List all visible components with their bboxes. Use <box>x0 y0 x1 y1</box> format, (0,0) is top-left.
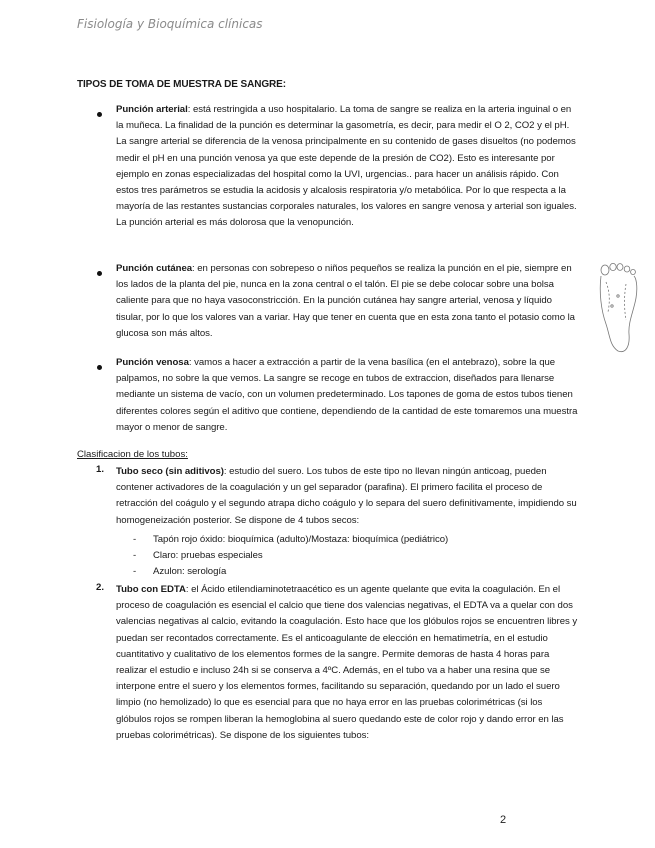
list-item-text: Azulon: serología <box>153 566 227 578</box>
page-number: 2 <box>500 814 507 826</box>
bullet-text: : vamos a hacer a extracción a partir de la vena basílica (en el antebrazo), sobre la que palpamos, no sobre la que vemos. La sangre se recoge en tubos de extraccion, diseñados para llenarse mediante un sistema de vacío, con un volumen predeterminado. Los tapones de goma de estos tubos tienen diferentes colores según el aditivo que contiene, dependiendo de la cantidad de este tomaremos una muestra mayor o menor de sangre. <box>116 357 578 433</box>
item-text: : estudio del suero. Los tubos de este tipo no llevan ningún anticoag, pueden contener activadores de la coagulación y un gel separador (parafina). El primero facilita el proceso de retracción del coágulo y el segundo atrapa dicho coágulo y lo separa del suero definitivamente, impidiendo su homogeneización posterior. Se dispone de 4 tubos secos: <box>116 466 577 526</box>
list-item <box>133 564 533 580</box>
item-term: Tubo seco (sin aditivos) <box>116 466 224 477</box>
bullet-puncion-cutanea <box>116 261 579 342</box>
list-item <box>133 532 533 548</box>
bullet-term: Punción venosa <box>116 357 189 368</box>
list-item-text: Claro: pruebas especiales <box>153 550 263 562</box>
tubos-secos-list <box>133 532 533 581</box>
dash-marker: - <box>133 534 137 545</box>
list-item-text: Tapón rojo óxido: bioquímica (adulto)/Mostaza: bioquímica (pediátrico) <box>153 534 449 545</box>
bullet-dot <box>97 112 102 117</box>
bullet-dot <box>97 365 102 370</box>
tubo-edta-item <box>116 582 579 744</box>
subsection-title: Clasificacion de los tubos: <box>77 449 188 460</box>
bullet-puncion-arterial <box>116 102 579 232</box>
item-term: Tubo con EDTA <box>116 584 186 595</box>
list-number: 2. <box>96 582 105 593</box>
bullet-term: Punción arterial <box>116 104 188 115</box>
item-text: : el Ácido etilendiaminotetraacético es un agente quelante que evita la coagulación. En el proceso de coagulación es esencial el calcio que tiene dos valencias negativas, el EDTA va a quelar con dos valencias negativas al calcio, evitando la coagulación. Esto hace que los glóbulos rojos se encuentren libres y puedan ser recontados correctamente. Es el anticoagulante de elección en hematimetría, en el estudio cuantitativo y cualitativo de los elementos formes de la sangre. Permite demoras de hasta 4 horas para realizar el estudio e incluso 24h si se conserva a 4ºC. Además, en el tubo va a haber una resina que se interpone entre el suero y los elementos formes, facilitando su separación, quedando por un lado el suero limpio (no hemolizado) lo que es esencial para que no haya error en las pruebas colorimétricas (si los glóbulos rojos se rompen liberan la hemoglobina al suero quedando este de color rojo y dando error en las pruebas colorimétricas). Se dispone de los siguientes tubos: <box>116 584 578 741</box>
running-header: Fisiología y Bioquímica clínicas <box>77 17 263 31</box>
bullet-puncion-venosa <box>116 355 579 436</box>
foot-sketch-image <box>598 262 640 354</box>
tubo-seco-item <box>116 464 579 529</box>
bullet-text: : en personas con sobrepeso o niños pequeños se realiza la punción en el pie, siempre en los lados de la planta del pie, nunca en la zona central o el talón. El pie se debe colocar sobre una bolsa caliente para que no haya vasoconstricción. En la punción cutánea hay sangre arterial, venosa y líquido tisular, por lo que los valores van a variar. Hay que tener en cuenta que en esta zona tanto el potasio como la glucosa son más altos. <box>116 263 575 339</box>
list-item <box>133 548 533 564</box>
list-number: 1. <box>96 464 105 475</box>
dash-marker: - <box>133 566 137 578</box>
bullet-dot <box>97 271 102 276</box>
bullet-term: Punción cutánea <box>116 263 193 274</box>
dash-marker: - <box>133 550 137 562</box>
section-title: TIPOS DE TOMA DE MUESTRA DE SANGRE: <box>77 79 286 90</box>
bullet-text: : está restringida a uso hospitalario. La toma de sangre se realiza en la arteria inguinal o en la muñeca. La finalidad de la punción es determinar la gasometría, es decir, para medir el O 2, CO2 y el pH. La sangre arterial se diferencia de la venosa principalmente en su contenido de gases disueltos (no podemos medir el pH en una punción venosa ya que este depende de la presión de CO2). Esto es interesante por ejemplo en zonas especializadas del hospital como la UVI, urgencias.. para hacer un análisis rápido. Con estos tres parámetros se estudia la acidosis y alcalosis respiratoria y/o metabólica. Por lo que respecta a la mayoría de las restantes sustancias corporales naturales, los valores en sangre venosa y arterial son iguales. La punción arterial es más dolorosa que la venopunción. <box>116 104 577 229</box>
